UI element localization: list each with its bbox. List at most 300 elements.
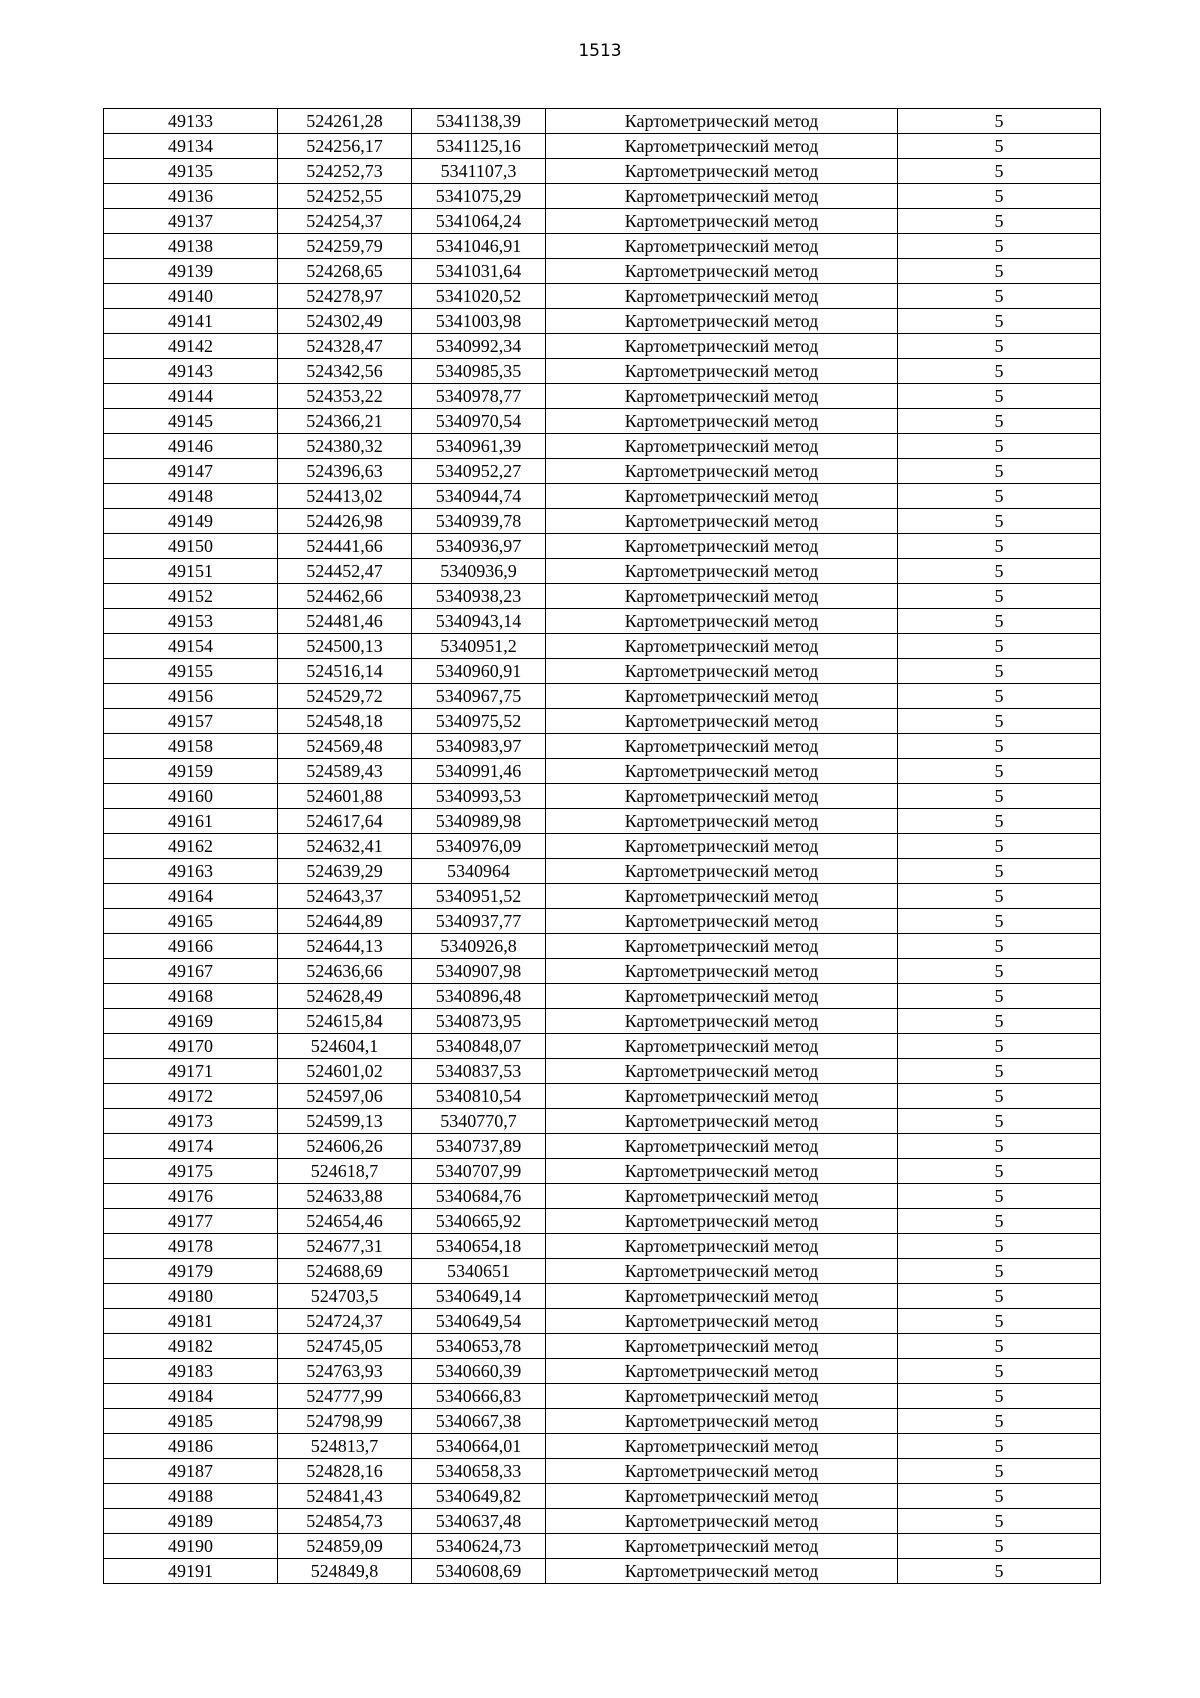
method-cell: Картометрический метод xyxy=(546,1559,898,1584)
method-cell: Картометрический метод xyxy=(546,734,898,759)
table-row xyxy=(104,209,1101,234)
point-number-cell: 49140 xyxy=(104,284,278,309)
table-row xyxy=(104,859,1101,884)
point-number-cell: 49169 xyxy=(104,1009,278,1034)
accuracy-cell: 5 xyxy=(898,259,1101,284)
x-coordinate-cell: 524601,88 xyxy=(278,784,412,809)
x-coordinate-cell: 524813,7 xyxy=(278,1434,412,1459)
y-coordinate-cell: 5340848,07 xyxy=(412,1034,546,1059)
accuracy-cell: 5 xyxy=(898,559,1101,584)
accuracy-cell: 5 xyxy=(898,1359,1101,1384)
table-row xyxy=(104,1359,1101,1384)
x-coordinate-cell: 524548,18 xyxy=(278,709,412,734)
accuracy-cell: 5 xyxy=(898,1434,1101,1459)
y-coordinate-cell: 5340608,69 xyxy=(412,1559,546,1584)
accuracy-cell: 5 xyxy=(898,109,1101,134)
accuracy-cell: 5 xyxy=(898,884,1101,909)
table-row xyxy=(104,934,1101,959)
y-coordinate-cell: 5340660,39 xyxy=(412,1359,546,1384)
table-row xyxy=(104,684,1101,709)
method-cell: Картометрический метод xyxy=(546,434,898,459)
point-number-cell: 49176 xyxy=(104,1184,278,1209)
table-row xyxy=(104,609,1101,634)
y-coordinate-cell: 5340960,91 xyxy=(412,659,546,684)
point-number-cell: 49142 xyxy=(104,334,278,359)
table-row xyxy=(104,834,1101,859)
method-cell: Картометрический метод xyxy=(546,1384,898,1409)
y-coordinate-cell: 5341075,29 xyxy=(412,184,546,209)
y-coordinate-cell: 5340978,77 xyxy=(412,384,546,409)
y-coordinate-cell: 5340985,35 xyxy=(412,359,546,384)
y-coordinate-cell: 5340873,95 xyxy=(412,1009,546,1034)
accuracy-cell: 5 xyxy=(898,634,1101,659)
accuracy-cell: 5 xyxy=(898,934,1101,959)
table-row xyxy=(104,1384,1101,1409)
table-row xyxy=(104,984,1101,1009)
x-coordinate-cell: 524278,97 xyxy=(278,284,412,309)
x-coordinate-cell: 524328,47 xyxy=(278,334,412,359)
x-coordinate-cell: 524859,09 xyxy=(278,1534,412,1559)
table-row xyxy=(104,384,1101,409)
x-coordinate-cell: 524569,48 xyxy=(278,734,412,759)
y-coordinate-cell: 5340951,52 xyxy=(412,884,546,909)
y-coordinate-cell: 5340707,99 xyxy=(412,1159,546,1184)
coordinates-table xyxy=(103,108,1101,1584)
point-number-cell: 49143 xyxy=(104,359,278,384)
x-coordinate-cell: 524643,37 xyxy=(278,884,412,909)
accuracy-cell: 5 xyxy=(898,134,1101,159)
method-cell: Картометрический метод xyxy=(546,1334,898,1359)
method-cell: Картометрический метод xyxy=(546,1059,898,1084)
x-coordinate-cell: 524462,66 xyxy=(278,584,412,609)
accuracy-cell: 5 xyxy=(898,509,1101,534)
table-row xyxy=(104,1159,1101,1184)
y-coordinate-cell: 5340667,38 xyxy=(412,1409,546,1434)
point-number-cell: 49182 xyxy=(104,1334,278,1359)
method-cell: Картометрический метод xyxy=(546,784,898,809)
point-number-cell: 49190 xyxy=(104,1534,278,1559)
y-coordinate-cell: 5340649,82 xyxy=(412,1484,546,1509)
y-coordinate-cell: 5340665,92 xyxy=(412,1209,546,1234)
accuracy-cell: 5 xyxy=(898,309,1101,334)
point-number-cell: 49149 xyxy=(104,509,278,534)
method-cell: Картометрический метод xyxy=(546,984,898,1009)
table-row xyxy=(104,584,1101,609)
table-row xyxy=(104,559,1101,584)
x-coordinate-cell: 524688,69 xyxy=(278,1259,412,1284)
point-number-cell: 49141 xyxy=(104,309,278,334)
accuracy-cell: 5 xyxy=(898,584,1101,609)
x-coordinate-cell: 524703,5 xyxy=(278,1284,412,1309)
point-number-cell: 49173 xyxy=(104,1109,278,1134)
x-coordinate-cell: 524268,65 xyxy=(278,259,412,284)
accuracy-cell: 5 xyxy=(898,1309,1101,1334)
accuracy-cell: 5 xyxy=(898,834,1101,859)
table-row xyxy=(104,1184,1101,1209)
point-number-cell: 49170 xyxy=(104,1034,278,1059)
x-coordinate-cell: 524597,06 xyxy=(278,1084,412,1109)
point-number-cell: 49185 xyxy=(104,1409,278,1434)
method-cell: Картометрический метод xyxy=(546,1184,898,1209)
point-number-cell: 49159 xyxy=(104,759,278,784)
accuracy-cell: 5 xyxy=(898,1109,1101,1134)
method-cell: Картометрический метод xyxy=(546,609,898,634)
table-row xyxy=(104,909,1101,934)
x-coordinate-cell: 524252,73 xyxy=(278,159,412,184)
point-number-cell: 49172 xyxy=(104,1084,278,1109)
accuracy-cell: 5 xyxy=(898,284,1101,309)
accuracy-cell: 5 xyxy=(898,859,1101,884)
point-number-cell: 49180 xyxy=(104,1284,278,1309)
x-coordinate-cell: 524256,17 xyxy=(278,134,412,159)
accuracy-cell: 5 xyxy=(898,734,1101,759)
y-coordinate-cell: 5340967,75 xyxy=(412,684,546,709)
x-coordinate-cell: 524745,05 xyxy=(278,1334,412,1359)
point-number-cell: 49147 xyxy=(104,459,278,484)
point-number-cell: 49137 xyxy=(104,209,278,234)
method-cell: Картометрический метод xyxy=(546,1009,898,1034)
y-coordinate-cell: 5340936,97 xyxy=(412,534,546,559)
method-cell: Картометрический метод xyxy=(546,284,898,309)
accuracy-cell: 5 xyxy=(898,459,1101,484)
point-number-cell: 49144 xyxy=(104,384,278,409)
accuracy-cell: 5 xyxy=(898,609,1101,634)
point-number-cell: 49177 xyxy=(104,1209,278,1234)
table-row xyxy=(104,484,1101,509)
accuracy-cell: 5 xyxy=(898,234,1101,259)
method-cell: Картометрический метод xyxy=(546,659,898,684)
method-cell: Картометрический метод xyxy=(546,559,898,584)
x-coordinate-cell: 524452,47 xyxy=(278,559,412,584)
method-cell: Картометрический метод xyxy=(546,759,898,784)
y-coordinate-cell: 5340649,54 xyxy=(412,1309,546,1334)
x-coordinate-cell: 524633,88 xyxy=(278,1184,412,1209)
point-number-cell: 49167 xyxy=(104,959,278,984)
method-cell: Картометрический метод xyxy=(546,259,898,284)
accuracy-cell: 5 xyxy=(898,1334,1101,1359)
x-coordinate-cell: 524413,02 xyxy=(278,484,412,509)
y-coordinate-cell: 5341003,98 xyxy=(412,309,546,334)
method-cell: Картометрический метод xyxy=(546,1459,898,1484)
x-coordinate-cell: 524828,16 xyxy=(278,1459,412,1484)
y-coordinate-cell: 5340666,83 xyxy=(412,1384,546,1409)
point-number-cell: 49184 xyxy=(104,1384,278,1409)
table-row xyxy=(104,709,1101,734)
point-number-cell: 49183 xyxy=(104,1359,278,1384)
method-cell: Картометрический метод xyxy=(546,584,898,609)
accuracy-cell: 5 xyxy=(898,684,1101,709)
table-row xyxy=(104,409,1101,434)
method-cell: Картометрический метод xyxy=(546,1434,898,1459)
y-coordinate-cell: 5340944,74 xyxy=(412,484,546,509)
x-coordinate-cell: 524644,13 xyxy=(278,934,412,959)
x-coordinate-cell: 524644,89 xyxy=(278,909,412,934)
point-number-cell: 49168 xyxy=(104,984,278,1009)
y-coordinate-cell: 5340991,46 xyxy=(412,759,546,784)
accuracy-cell: 5 xyxy=(898,1284,1101,1309)
method-cell: Картометрический метод xyxy=(546,134,898,159)
table-row xyxy=(104,1459,1101,1484)
x-coordinate-cell: 524589,43 xyxy=(278,759,412,784)
point-number-cell: 49156 xyxy=(104,684,278,709)
y-coordinate-cell: 5340975,52 xyxy=(412,709,546,734)
y-coordinate-cell: 5340964 xyxy=(412,859,546,884)
point-number-cell: 49164 xyxy=(104,884,278,909)
point-number-cell: 49175 xyxy=(104,1159,278,1184)
point-number-cell: 49138 xyxy=(104,234,278,259)
table-row xyxy=(104,1559,1101,1584)
accuracy-cell: 5 xyxy=(898,209,1101,234)
point-number-cell: 49154 xyxy=(104,634,278,659)
table-row xyxy=(104,1534,1101,1559)
y-coordinate-cell: 5341107,3 xyxy=(412,159,546,184)
y-coordinate-cell: 5340983,97 xyxy=(412,734,546,759)
accuracy-cell: 5 xyxy=(898,1059,1101,1084)
table-row xyxy=(104,284,1101,309)
method-cell: Картометрический метод xyxy=(546,409,898,434)
method-cell: Картометрический метод xyxy=(546,534,898,559)
table-row xyxy=(104,759,1101,784)
point-number-cell: 49148 xyxy=(104,484,278,509)
point-number-cell: 49178 xyxy=(104,1234,278,1259)
point-number-cell: 49152 xyxy=(104,584,278,609)
y-coordinate-cell: 5341046,91 xyxy=(412,234,546,259)
point-number-cell: 49153 xyxy=(104,609,278,634)
point-number-cell: 49158 xyxy=(104,734,278,759)
method-cell: Картометрический метод xyxy=(546,334,898,359)
table-row xyxy=(104,884,1101,909)
point-number-cell: 49188 xyxy=(104,1484,278,1509)
point-number-cell: 49155 xyxy=(104,659,278,684)
table-row xyxy=(104,359,1101,384)
table-row xyxy=(104,1409,1101,1434)
table-row xyxy=(104,1334,1101,1359)
point-number-cell: 49161 xyxy=(104,809,278,834)
table-row xyxy=(104,1209,1101,1234)
method-cell: Картометрический метод xyxy=(546,1134,898,1159)
table-row xyxy=(104,184,1101,209)
accuracy-cell: 5 xyxy=(898,434,1101,459)
y-coordinate-cell: 5340664,01 xyxy=(412,1434,546,1459)
accuracy-cell: 5 xyxy=(898,334,1101,359)
point-number-cell: 49150 xyxy=(104,534,278,559)
y-coordinate-cell: 5340737,89 xyxy=(412,1134,546,1159)
x-coordinate-cell: 524259,79 xyxy=(278,234,412,259)
accuracy-cell: 5 xyxy=(898,1034,1101,1059)
point-number-cell: 49171 xyxy=(104,1059,278,1084)
table-row xyxy=(104,534,1101,559)
method-cell: Картометрический метод xyxy=(546,484,898,509)
method-cell: Картометрический метод xyxy=(546,884,898,909)
table-row xyxy=(104,1484,1101,1509)
table-row xyxy=(104,634,1101,659)
x-coordinate-cell: 524724,37 xyxy=(278,1309,412,1334)
point-number-cell: 49136 xyxy=(104,184,278,209)
accuracy-cell: 5 xyxy=(898,1134,1101,1159)
y-coordinate-cell: 5340937,77 xyxy=(412,909,546,934)
point-number-cell: 49165 xyxy=(104,909,278,934)
method-cell: Картометрический метод xyxy=(546,1409,898,1434)
x-coordinate-cell: 524366,21 xyxy=(278,409,412,434)
method-cell: Картометрический метод xyxy=(546,1509,898,1534)
y-coordinate-cell: 5340907,98 xyxy=(412,959,546,984)
table-row xyxy=(104,1084,1101,1109)
x-coordinate-cell: 524516,14 xyxy=(278,659,412,684)
table-row xyxy=(104,1009,1101,1034)
point-number-cell: 49135 xyxy=(104,159,278,184)
method-cell: Картометрический метод xyxy=(546,709,898,734)
x-coordinate-cell: 524677,31 xyxy=(278,1234,412,1259)
method-cell: Картометрический метод xyxy=(546,159,898,184)
y-coordinate-cell: 5340970,54 xyxy=(412,409,546,434)
point-number-cell: 49189 xyxy=(104,1509,278,1534)
method-cell: Картометрический метод xyxy=(546,459,898,484)
table-row xyxy=(104,509,1101,534)
method-cell: Картометрический метод xyxy=(546,359,898,384)
x-coordinate-cell: 524601,02 xyxy=(278,1059,412,1084)
method-cell: Картометрический метод xyxy=(546,859,898,884)
y-coordinate-cell: 5340624,73 xyxy=(412,1534,546,1559)
method-cell: Картометрический метод xyxy=(546,1259,898,1284)
method-cell: Картометрический метод xyxy=(546,1484,898,1509)
y-coordinate-cell: 5340961,39 xyxy=(412,434,546,459)
y-coordinate-cell: 5340653,78 xyxy=(412,1334,546,1359)
y-coordinate-cell: 5340936,9 xyxy=(412,559,546,584)
y-coordinate-cell: 5341125,16 xyxy=(412,134,546,159)
y-coordinate-cell: 5340770,7 xyxy=(412,1109,546,1134)
point-number-cell: 49181 xyxy=(104,1309,278,1334)
x-coordinate-cell: 524252,55 xyxy=(278,184,412,209)
table-row xyxy=(104,434,1101,459)
method-cell: Картометрический метод xyxy=(546,1209,898,1234)
table-row xyxy=(104,809,1101,834)
point-number-cell: 49162 xyxy=(104,834,278,859)
x-coordinate-cell: 524380,32 xyxy=(278,434,412,459)
method-cell: Картометрический метод xyxy=(546,684,898,709)
table-row xyxy=(104,1509,1101,1534)
method-cell: Картометрический метод xyxy=(546,1234,898,1259)
x-coordinate-cell: 524632,41 xyxy=(278,834,412,859)
accuracy-cell: 5 xyxy=(898,1409,1101,1434)
point-number-cell: 49187 xyxy=(104,1459,278,1484)
table-row xyxy=(104,1034,1101,1059)
x-coordinate-cell: 524639,29 xyxy=(278,859,412,884)
y-coordinate-cell: 5340896,48 xyxy=(412,984,546,1009)
x-coordinate-cell: 524426,98 xyxy=(278,509,412,534)
point-number-cell: 49157 xyxy=(104,709,278,734)
table-row xyxy=(104,1259,1101,1284)
method-cell: Картометрический метод xyxy=(546,959,898,984)
y-coordinate-cell: 5340926,8 xyxy=(412,934,546,959)
accuracy-cell: 5 xyxy=(898,759,1101,784)
x-coordinate-cell: 524261,28 xyxy=(278,109,412,134)
table-row xyxy=(104,1284,1101,1309)
accuracy-cell: 5 xyxy=(898,409,1101,434)
method-cell: Картометрический метод xyxy=(546,1109,898,1134)
point-number-cell: 49163 xyxy=(104,859,278,884)
method-cell: Картометрический метод xyxy=(546,834,898,859)
point-number-cell: 49146 xyxy=(104,434,278,459)
point-number-cell: 49133 xyxy=(104,109,278,134)
x-coordinate-cell: 524441,66 xyxy=(278,534,412,559)
accuracy-cell: 5 xyxy=(898,709,1101,734)
y-coordinate-cell: 5340952,27 xyxy=(412,459,546,484)
y-coordinate-cell: 5340976,09 xyxy=(412,834,546,859)
point-number-cell: 49174 xyxy=(104,1134,278,1159)
table-row xyxy=(104,159,1101,184)
accuracy-cell: 5 xyxy=(898,1009,1101,1034)
x-coordinate-cell: 524636,66 xyxy=(278,959,412,984)
table-row xyxy=(104,1309,1101,1334)
table-row xyxy=(104,1059,1101,1084)
x-coordinate-cell: 524841,43 xyxy=(278,1484,412,1509)
accuracy-cell: 5 xyxy=(898,1509,1101,1534)
method-cell: Картометрический метод xyxy=(546,634,898,659)
y-coordinate-cell: 5340989,98 xyxy=(412,809,546,834)
y-coordinate-cell: 5340938,23 xyxy=(412,584,546,609)
accuracy-cell: 5 xyxy=(898,1559,1101,1584)
accuracy-cell: 5 xyxy=(898,909,1101,934)
accuracy-cell: 5 xyxy=(898,1534,1101,1559)
point-number-cell: 49179 xyxy=(104,1259,278,1284)
method-cell: Картометрический метод xyxy=(546,234,898,259)
y-coordinate-cell: 5341138,39 xyxy=(412,109,546,134)
accuracy-cell: 5 xyxy=(898,659,1101,684)
accuracy-cell: 5 xyxy=(898,1084,1101,1109)
accuracy-cell: 5 xyxy=(898,1159,1101,1184)
table-row xyxy=(104,659,1101,684)
y-coordinate-cell: 5340992,34 xyxy=(412,334,546,359)
table-row xyxy=(104,309,1101,334)
method-cell: Картометрический метод xyxy=(546,1084,898,1109)
point-number-cell: 49160 xyxy=(104,784,278,809)
table-row xyxy=(104,459,1101,484)
x-coordinate-cell: 524617,64 xyxy=(278,809,412,834)
table-row xyxy=(104,234,1101,259)
x-coordinate-cell: 524628,49 xyxy=(278,984,412,1009)
accuracy-cell: 5 xyxy=(898,959,1101,984)
x-coordinate-cell: 524396,63 xyxy=(278,459,412,484)
x-coordinate-cell: 524529,72 xyxy=(278,684,412,709)
point-number-cell: 49139 xyxy=(104,259,278,284)
table-row xyxy=(104,959,1101,984)
point-number-cell: 49134 xyxy=(104,134,278,159)
x-coordinate-cell: 524353,22 xyxy=(278,384,412,409)
x-coordinate-cell: 524606,26 xyxy=(278,1134,412,1159)
method-cell: Картометрический метод xyxy=(546,1534,898,1559)
y-coordinate-cell: 5340684,76 xyxy=(412,1184,546,1209)
y-coordinate-cell: 5340939,78 xyxy=(412,509,546,534)
y-coordinate-cell: 5340654,18 xyxy=(412,1234,546,1259)
method-cell: Картометрический метод xyxy=(546,1359,898,1384)
point-number-cell: 49191 xyxy=(104,1559,278,1584)
x-coordinate-cell: 524618,7 xyxy=(278,1159,412,1184)
point-number-cell: 49166 xyxy=(104,934,278,959)
accuracy-cell: 5 xyxy=(898,1484,1101,1509)
table-row xyxy=(104,784,1101,809)
accuracy-cell: 5 xyxy=(898,534,1101,559)
page-number: 1513 xyxy=(578,41,622,61)
y-coordinate-cell: 5340649,14 xyxy=(412,1284,546,1309)
accuracy-cell: 5 xyxy=(898,359,1101,384)
accuracy-cell: 5 xyxy=(898,984,1101,1009)
method-cell: Картометрический метод xyxy=(546,1284,898,1309)
x-coordinate-cell: 524654,46 xyxy=(278,1209,412,1234)
method-cell: Картометрический метод xyxy=(546,1159,898,1184)
x-coordinate-cell: 524777,99 xyxy=(278,1384,412,1409)
point-number-cell: 49151 xyxy=(104,559,278,584)
coordinates-table-body xyxy=(104,109,1101,1584)
